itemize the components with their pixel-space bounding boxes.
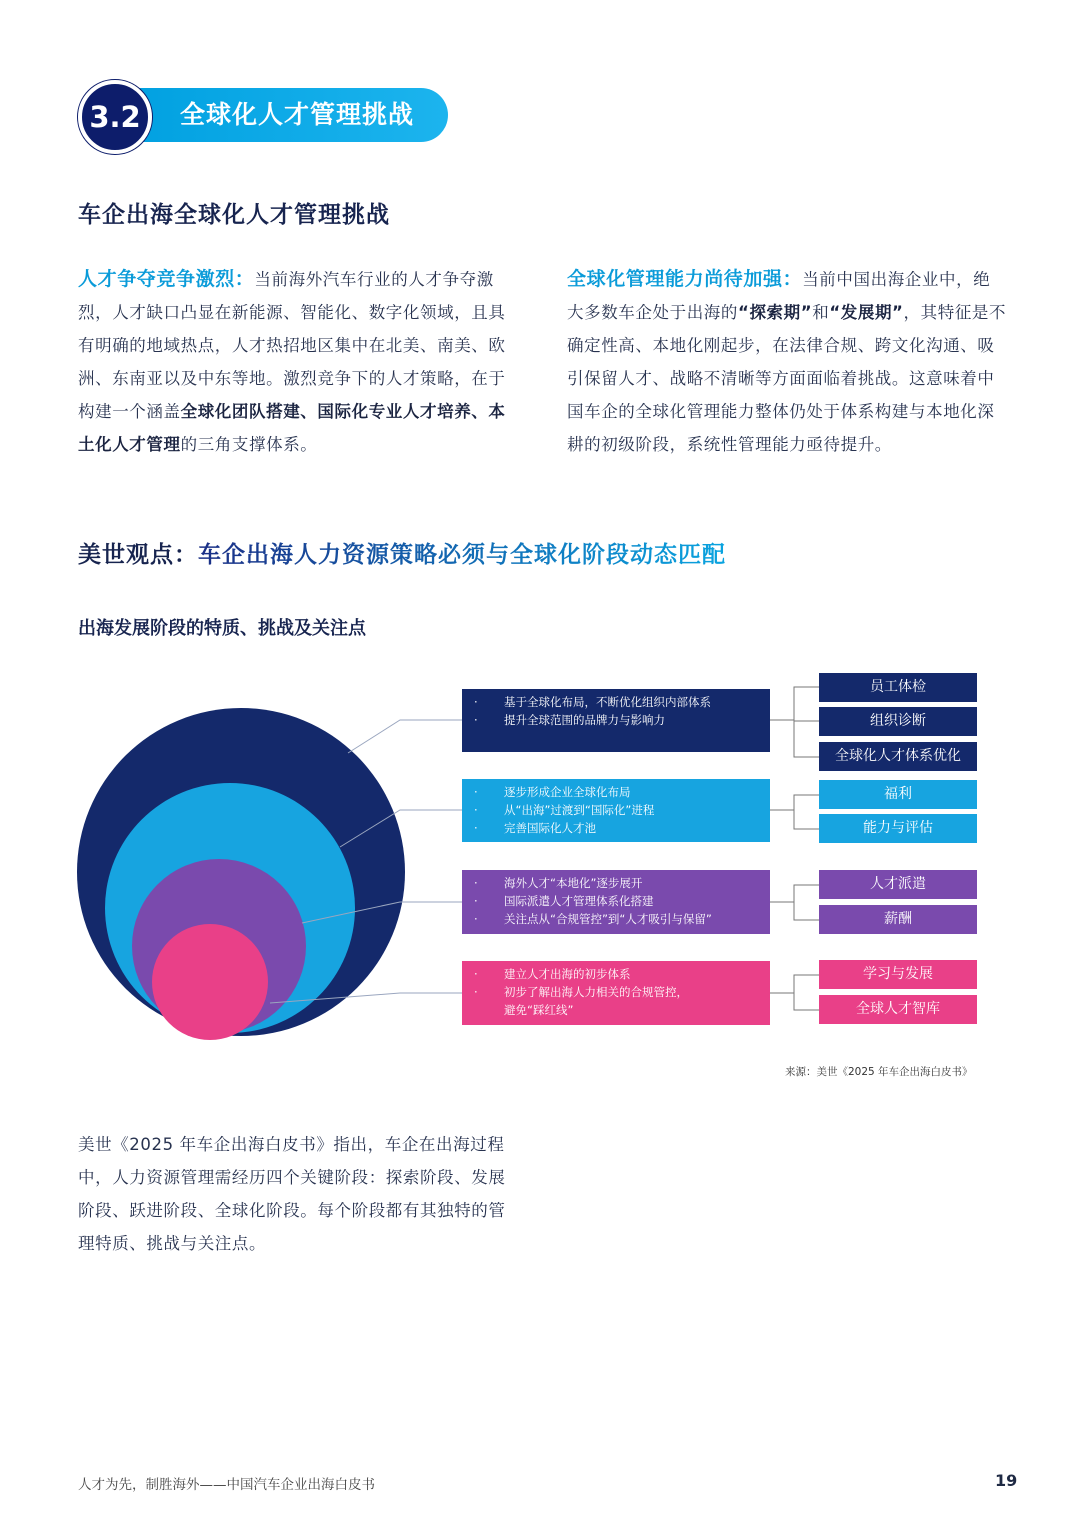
conclusion-paragraph: 美世《2025 年车企出海白皮书》指出，车企在出海过程中，人力资源管理需经历四个关键阶段：探索阶段、发展阶段、跃进阶段、全球化阶段。每个阶段都有其独特的管理特质、挑战与关注点。: [78, 1135, 506, 1253]
stage-4-line: · 初步了解出海人力相关的合规管控，: [474, 985, 688, 999]
stage-4-line: 避免“踩红线”: [504, 1003, 574, 1017]
left-bold: 全球化团队搭建、国际化专业人才培养、本土化人才管理: [78, 402, 506, 454]
stage-box-4: [462, 961, 770, 1025]
stage-2-line: · 从“出海”过渡到“国际化”进程: [474, 803, 655, 817]
stage-2-line: · 逐步形成企业全球化布局: [474, 785, 631, 799]
viewpoint-title: [78, 536, 998, 569]
bracket-cyan: [794, 795, 819, 829]
left-text-a: 当前海外汽车行业的人才争夺激烈，人才缺口凸显在新能源、智能化、数字化领域，且具有明确的地域热点，人才热招地区集中在北美、南美、欧洲、东南亚以及中东等地。激烈竞争下的人才策略，在于构建一个涵盖: [78, 270, 506, 421]
tag-learning-development: 学习与发展: [819, 960, 977, 989]
stage-4-line: · 建立人才出海的初步体系: [474, 967, 631, 981]
section-badge: [78, 80, 448, 150]
right-column: [567, 263, 1007, 461]
tag-global-talent-think-tank: 全球人才智库: [819, 995, 977, 1024]
tag-compensation: 薪酬: [819, 905, 977, 934]
left-column: [78, 263, 518, 461]
section-title: 全球化人才管理挑战: [180, 100, 415, 129]
diagram-subtitle: 出海发展阶段的特质、挑战及关注点: [78, 618, 366, 639]
right-text-b: ，其特征是不确定性高、本地化刚起步，在法律合规、跨文化沟通、吸引保留人才、战略不清晰等方面面临着挑战。这意味着中国车企的全球化管理能力整体仍处于体系构建与本地化深耕的初级阶段，系统性管理能力亟待提升。: [567, 303, 1007, 454]
tag-org-diagnosis: 组织诊断: [819, 707, 977, 736]
connector-navy: [348, 720, 462, 753]
stage-3-line: · 关注点从“合规管控”到“人才吸引与保留”: [474, 912, 712, 926]
stage-3-line: · 国际派遣人才管理体系化搭建: [474, 894, 654, 908]
stage-1-line: · 提升全球范围的品牌力与影响力: [474, 713, 665, 727]
tag-talent-dispatch: 人才派遣: [819, 870, 977, 899]
left-lead: 人才争夺竞争激烈：: [78, 268, 255, 290]
tag-capability-assessment: 能力与评估: [819, 814, 977, 843]
bracket-pink: [794, 975, 819, 1010]
viewpoint-prefix: 美世观点：: [78, 542, 198, 568]
footer-title: 人才为先，制胜海外——中国汽车企业出海白皮书: [78, 1477, 375, 1493]
right-text-and: 和: [812, 303, 830, 322]
tag-benefits: 福利: [819, 780, 977, 809]
stage-1-line: · 基于全球化布局，不断优化组织内部体系: [474, 695, 711, 709]
stage-2-line: · 完善国际化人才池: [474, 821, 596, 835]
stage-box-3: [462, 870, 770, 934]
viewpoint-text: 车企出海人力资源策略必须与全球化阶段动态匹配: [198, 542, 726, 568]
stage-3-line: · 海外人才“本地化”逐步展开: [474, 876, 643, 890]
tag-global-talent-system: 全球化人才体系优化: [819, 742, 977, 771]
stage-diagram: [70, 665, 990, 1045]
bracket-purple: [794, 885, 819, 920]
right-bold-2: “发展期”: [829, 303, 904, 322]
stage-box-1: [462, 689, 770, 752]
stage-circle-pink: [152, 924, 268, 1040]
page-number: 19: [995, 1471, 1018, 1490]
source-note: 来源：美世《2025 年车企出海白皮书》: [785, 1066, 973, 1078]
page-heading: 车企出海全球化人才管理挑战: [78, 202, 390, 228]
bracket-navy: [794, 687, 819, 757]
right-text-a: 当前中国出海企业中，绝大多数车企处于出海的: [567, 270, 991, 322]
left-text-b: 的三角支撑体系。: [180, 435, 318, 454]
right-lead: 全球化管理能力尚待加强：: [567, 268, 803, 290]
right-bold-1: “探索期”: [738, 303, 813, 322]
section-number: 3.2: [78, 80, 152, 154]
stage-box-2: [462, 779, 770, 842]
tag-employee-checkup: 员工体检: [819, 673, 977, 702]
